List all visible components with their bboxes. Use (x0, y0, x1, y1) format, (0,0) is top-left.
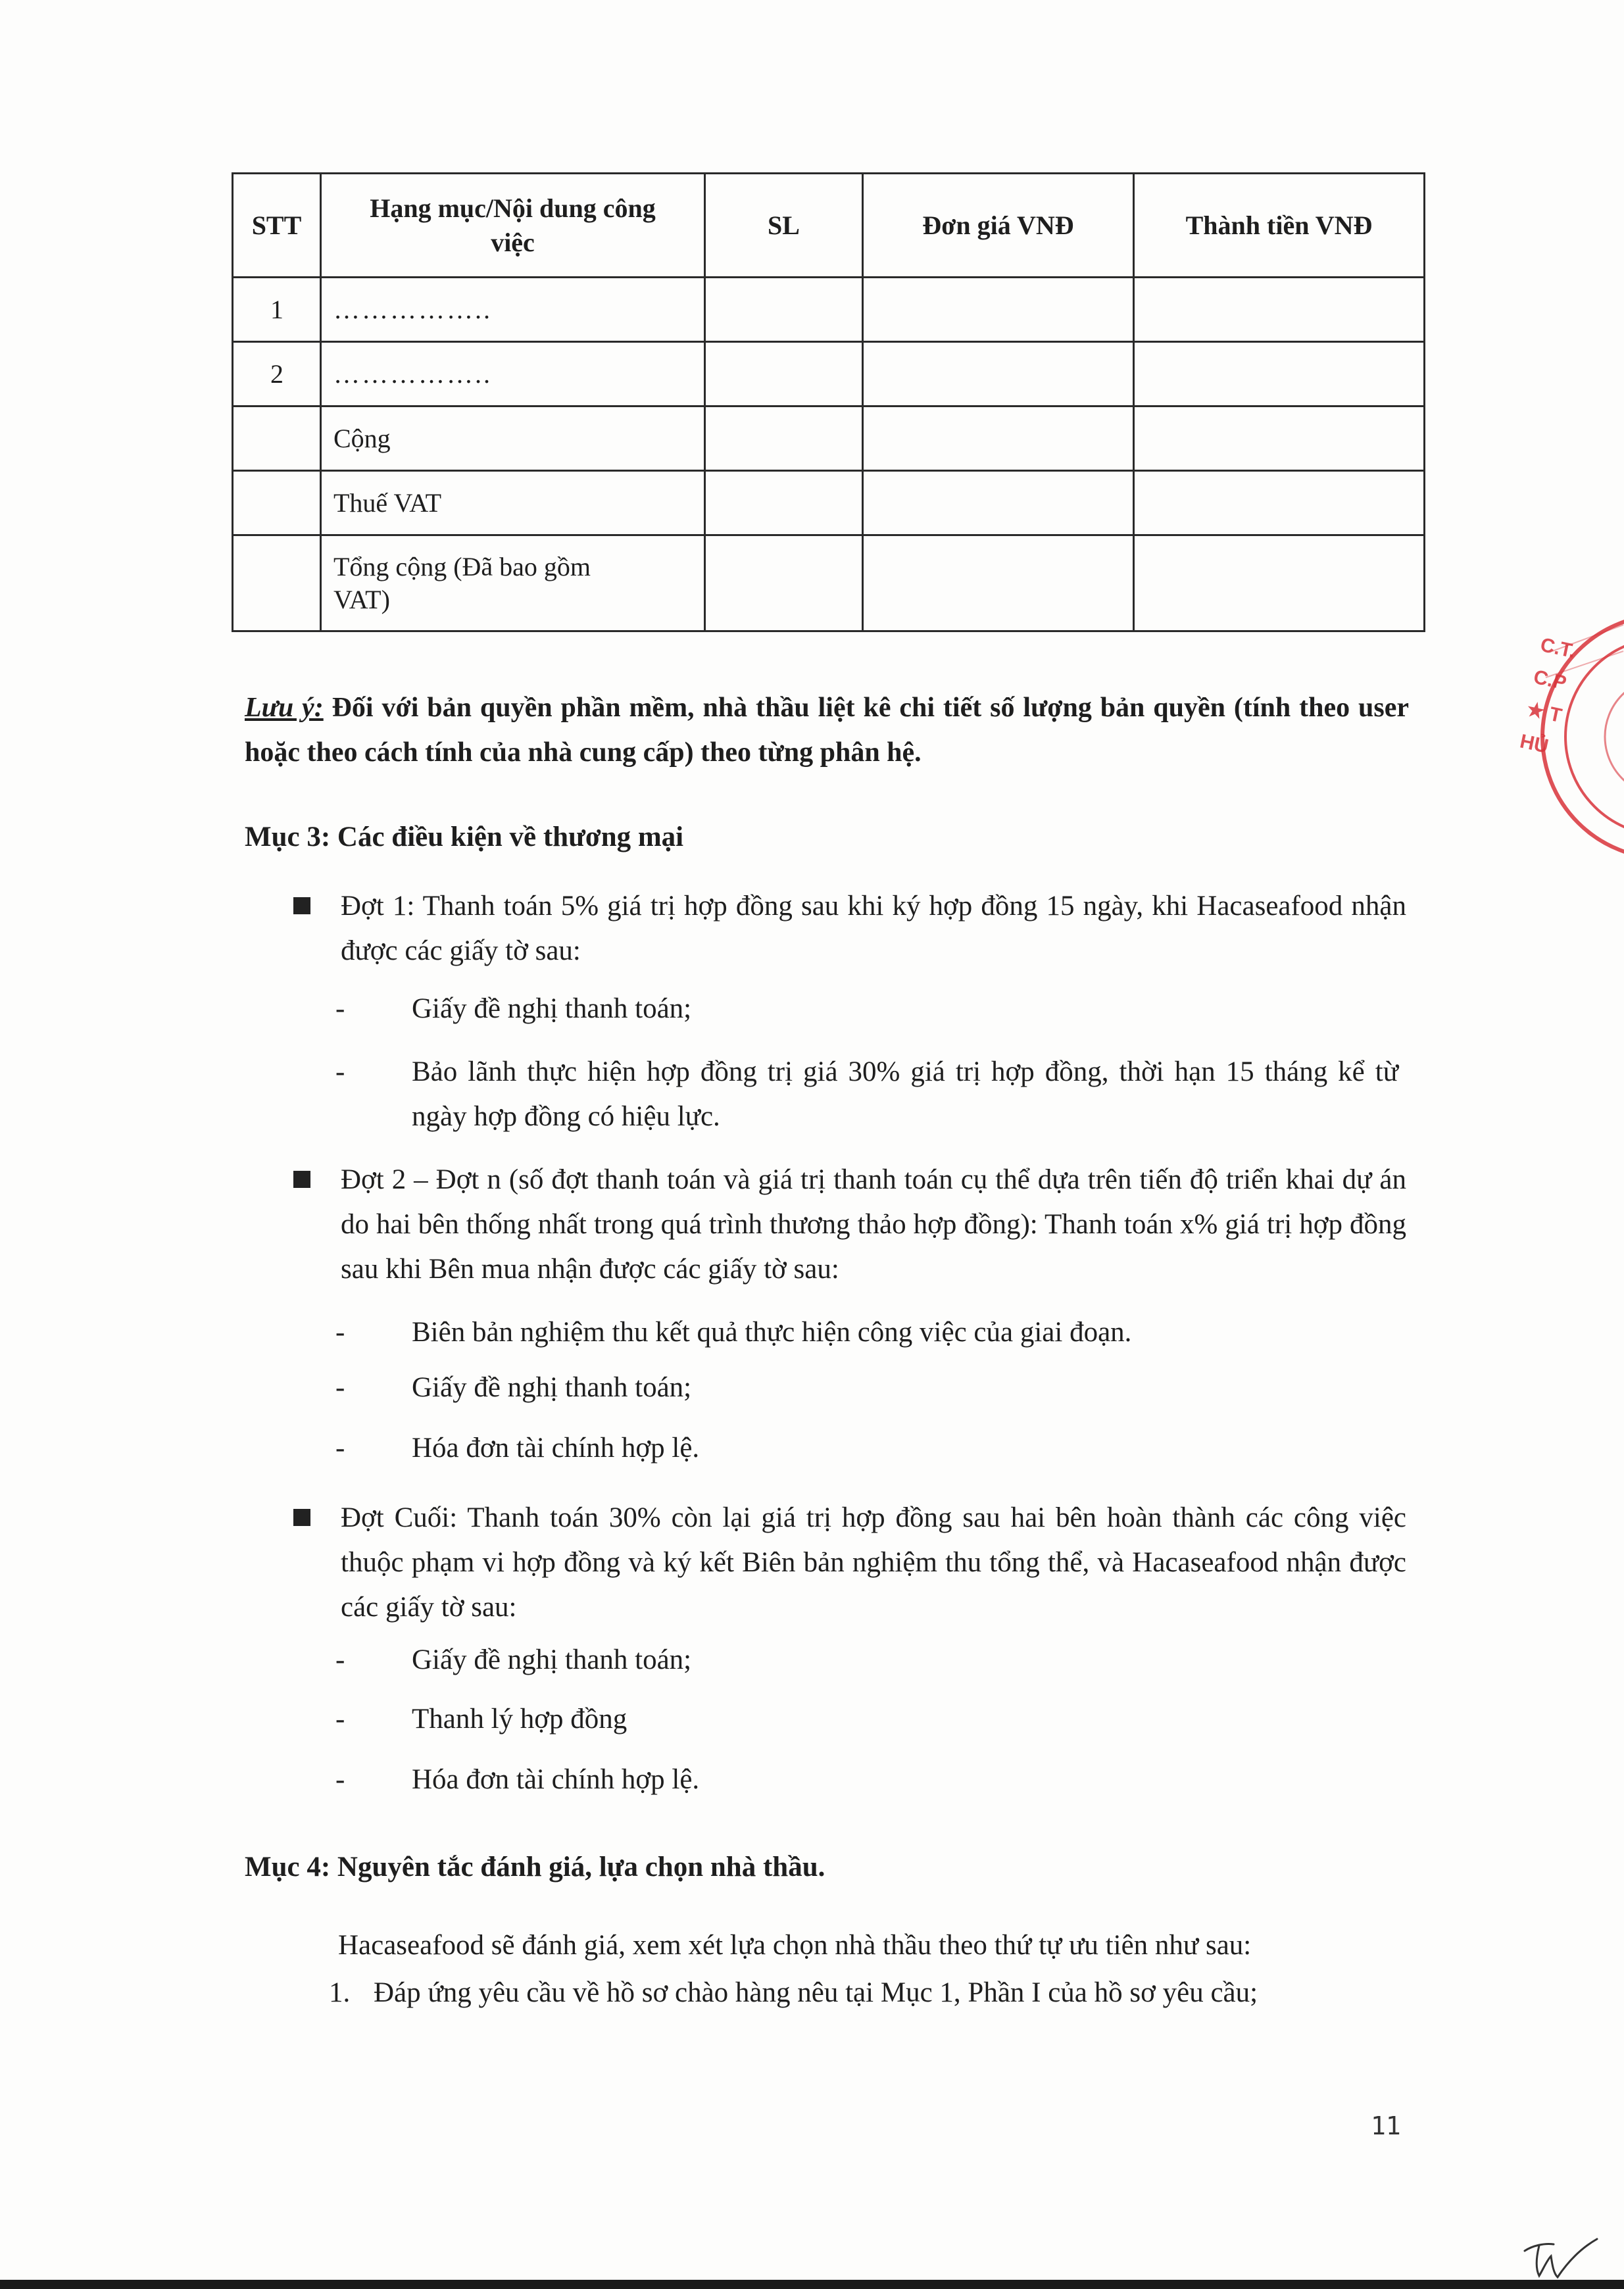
header-stt: STT (233, 174, 321, 278)
square-bullet-icon (293, 897, 310, 914)
cell-qty (705, 278, 863, 342)
dash-marker: - (335, 1764, 345, 1795)
list-item-text: Biên bản nghiệm thu kết quả thực hiện công việc của giai đoạn. (412, 1317, 1132, 1348)
cell-stt: 1 (233, 278, 321, 342)
header-qty: SL (705, 174, 863, 278)
list-item-text: Hóa đơn tài chính hợp lệ. (412, 1433, 700, 1464)
list-item-text: Thanh lý hợp đồng (412, 1704, 627, 1735)
cell-unit-price (863, 535, 1134, 631)
cell-item: Tổng cộng (Đã bao gồm VAT) (321, 535, 705, 631)
list-item-text: Bảo lãnh thực hiện hợp đồng trị giá 30% giá trị hợp đồng, thời hạn 15 tháng kể từ ngày hợp đồng có hiệu lực. (412, 1056, 1398, 1132)
cell-qty (705, 342, 863, 406)
cell-amount (1134, 278, 1425, 342)
cell-stt (233, 406, 321, 471)
section-4-intro: Hacaseafood sẽ đánh giá, xem xét lựa chọn nhà thầu theo thứ tự ưu tiên như sau: (338, 1930, 1252, 1961)
section-4-heading: Mục 4: Nguyên tắc đánh giá, lựa chọn nhà thầu. (245, 1852, 825, 1883)
cell-qty (705, 406, 863, 471)
dash-marker: - (335, 1704, 345, 1735)
cell-amount (1134, 342, 1425, 406)
list-item-text: Hóa đơn tài chính hợp lệ. (412, 1764, 700, 1795)
dash-marker: - (335, 1317, 345, 1348)
cell-unit-price (863, 471, 1134, 535)
list-item-text: Giấy đề nghị thanh toán; (412, 1372, 692, 1403)
cell-item: Cộng (321, 406, 705, 471)
phase-2-text: Đợt 2 – Đợt n (số đợt thanh toán và giá trị thanh toán cụ thể dựa trên tiến độ triển khai dự án do hai bên thống nhất trong quá trình thương thảo hợp đồng): Thanh toán x% giá trị hợp đồng sau khi Bên mua nhận được các giấy tờ sau: (341, 1164, 1406, 1285)
dash-marker: - (335, 1644, 345, 1675)
cell-unit-price (863, 278, 1134, 342)
dash-marker: - (335, 1056, 345, 1087)
phase-3-text: Đợt Cuối: Thanh toán 30% còn lại giá trị hợp đồng sau hai bên hoàn thành các công việc thuộc phạm vi hợp đồng và ký kết Biên bản nghiệm thu tổng thể, và Hacaseafood nhận được các giấy tờ sau: (341, 1502, 1406, 1623)
square-bullet-icon (293, 1171, 310, 1188)
table-row (233, 535, 1425, 631)
stamp-text: C.T.C.P ★ THỦ (1517, 633, 1577, 758)
square-bullet-icon (293, 1509, 310, 1526)
dash-marker: - (335, 1372, 345, 1403)
cell-qty (705, 535, 863, 631)
cell-unit-price (863, 342, 1134, 406)
table-row (233, 471, 1425, 535)
dash-marker: - (335, 1433, 345, 1464)
page-number: 11 (1371, 2111, 1401, 2140)
software-license-note (245, 685, 1409, 775)
numbered-item-text: Đáp ứng yêu cầu về hồ sơ chào hàng nêu tại Mục 1, Phần I của hồ sơ yêu cầu; (374, 1977, 1258, 2008)
note-label: Lưu ý: (245, 693, 324, 723)
item-number: 1. (329, 1977, 351, 2008)
scan-edge-bar (0, 2280, 1624, 2289)
list-item-text: Giấy đề nghị thanh toán; (412, 1644, 692, 1675)
table-header-row (233, 174, 1425, 278)
cell-stt: 2 (233, 342, 321, 406)
cell-qty (705, 471, 863, 535)
cell-item: …………….. (321, 278, 705, 342)
cell-stt (233, 535, 321, 631)
phase-1-text: Đợt 1: Thanh toán 5% giá trị hợp đồng sau khi ký hợp đồng 15 ngày, khi Hacaseafood nhận được các giấy tờ sau: (341, 891, 1406, 966)
cell-item: Thuế VAT (321, 471, 705, 535)
pricing-table (232, 172, 1425, 632)
cell-unit-price (863, 406, 1134, 471)
cell-amount (1134, 406, 1425, 471)
table-row (233, 278, 1425, 342)
cell-amount (1134, 471, 1425, 535)
header-item: Hạng mục/Nội dung công việc (321, 174, 705, 278)
cell-amount (1134, 535, 1425, 631)
header-amount: Thành tiền VNĐ (1134, 174, 1425, 278)
list-item-text: Giấy đề nghị thanh toán; (412, 993, 692, 1024)
cell-item: …………….. (321, 342, 705, 406)
table-row (233, 406, 1425, 471)
header-unit-price: Đơn giá VNĐ (863, 174, 1134, 278)
dash-marker: - (335, 993, 345, 1024)
cell-stt (233, 471, 321, 535)
table-row (233, 342, 1425, 406)
handwritten-initials (1519, 2236, 1605, 2282)
note-text: Đối với bản quyền phần mềm, nhà thầu liệt kê chi tiết số lượng bản quyền (tính theo user hoặc theo cách tính của nhà cung cấp) theo từng phân hệ. (245, 693, 1410, 768)
section-3-heading: Mục 3: Các điều kiện về thương mại (245, 822, 684, 852)
